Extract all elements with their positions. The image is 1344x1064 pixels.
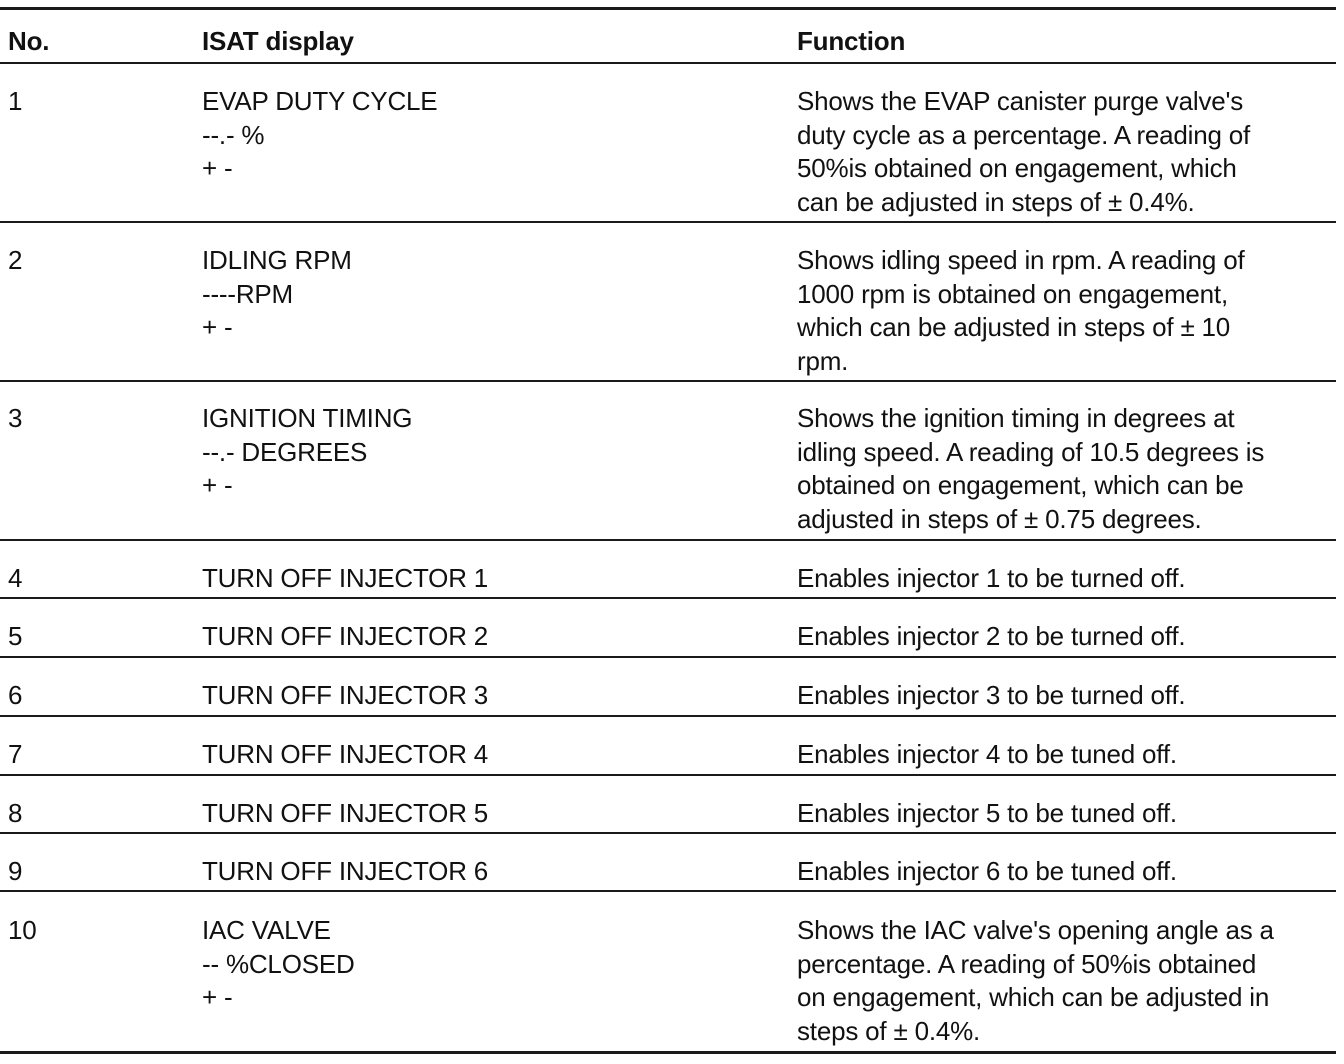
table-top-rule (0, 7, 1336, 10)
function-text: Enables injector 3 to be turned off. (797, 680, 1186, 710)
table-bottom-rule (0, 1051, 1336, 1054)
row-divider (0, 656, 1336, 658)
row-divider (0, 539, 1336, 541)
function-text: Enables injector 1 to be turned off. (797, 563, 1186, 593)
row-divider (0, 774, 1336, 776)
row-number: 10 (8, 915, 37, 945)
row-number: 7 (8, 739, 23, 769)
row-number: 5 (8, 621, 23, 651)
isat-display-text: TURN OFF INJECTOR 5 (202, 798, 489, 828)
row-number: 1 (8, 86, 23, 116)
row-number: 9 (8, 856, 23, 886)
row-number: 3 (8, 403, 23, 433)
row-divider (0, 715, 1336, 717)
function-text: Enables injector 4 to be tuned off. (797, 739, 1177, 769)
function-text: Enables injector 2 to be turned off. (797, 621, 1186, 651)
isat-display-text: TURN OFF INJECTOR 3 (202, 680, 489, 710)
header-no: No. (8, 26, 50, 56)
isat-display-text: IDLING RPM ----RPM + - (202, 245, 352, 342)
header-isat-display: ISAT display (202, 26, 354, 56)
isat-display-text: TURN OFF INJECTOR 1 (202, 563, 489, 593)
isat-display-text: TURN OFF INJECTOR 2 (202, 621, 489, 651)
row-divider (0, 832, 1336, 834)
isat-display-text: IGNITION TIMING --.- DEGREES + - (202, 403, 413, 500)
function-text: Enables injector 5 to be tuned off. (797, 798, 1177, 828)
isat-display-text: IAC VALVE -- %CLOSED + - (202, 915, 355, 1012)
function-text: Enables injector 6 to be tuned off. (797, 856, 1177, 886)
isat-display-text: TURN OFF INJECTOR 4 (202, 739, 489, 769)
row-divider (0, 890, 1336, 892)
row-number: 6 (8, 680, 23, 710)
row-divider (0, 597, 1336, 599)
row-divider (0, 380, 1336, 382)
isat-display-text: TURN OFF INJECTOR 6 (202, 856, 489, 886)
isat-display-text: EVAP DUTY CYCLE --.- % + - (202, 86, 438, 183)
row-divider (0, 221, 1336, 223)
function-text: Shows the EVAP canister purge valve's duty cycle as a percentage. A reading of 50%is obtained on engagement, which can be adjusted in steps of ± 0.4%. (797, 86, 1251, 217)
row-number: 8 (8, 798, 23, 828)
header-bottom-rule (0, 62, 1336, 64)
row-number: 4 (8, 563, 23, 593)
function-text: Shows idling speed in rpm. A reading of 1000 rpm is obtained on engagement, which can be adjusted in steps of ± 10 rpm. (797, 245, 1245, 376)
function-text: Shows the IAC valve's opening angle as a percentage. A reading of 50%is obtained on engagement, which can be adjusted in steps of ± 0.4%. (797, 915, 1274, 1046)
header-function: Function (797, 26, 906, 56)
row-number: 2 (8, 245, 23, 275)
function-text: Shows the ignition timing in degrees at idling speed. A reading of 10.5 degrees is obtained on engagement, which can be adjusted in steps of ± 0.75 degrees. (797, 403, 1265, 534)
